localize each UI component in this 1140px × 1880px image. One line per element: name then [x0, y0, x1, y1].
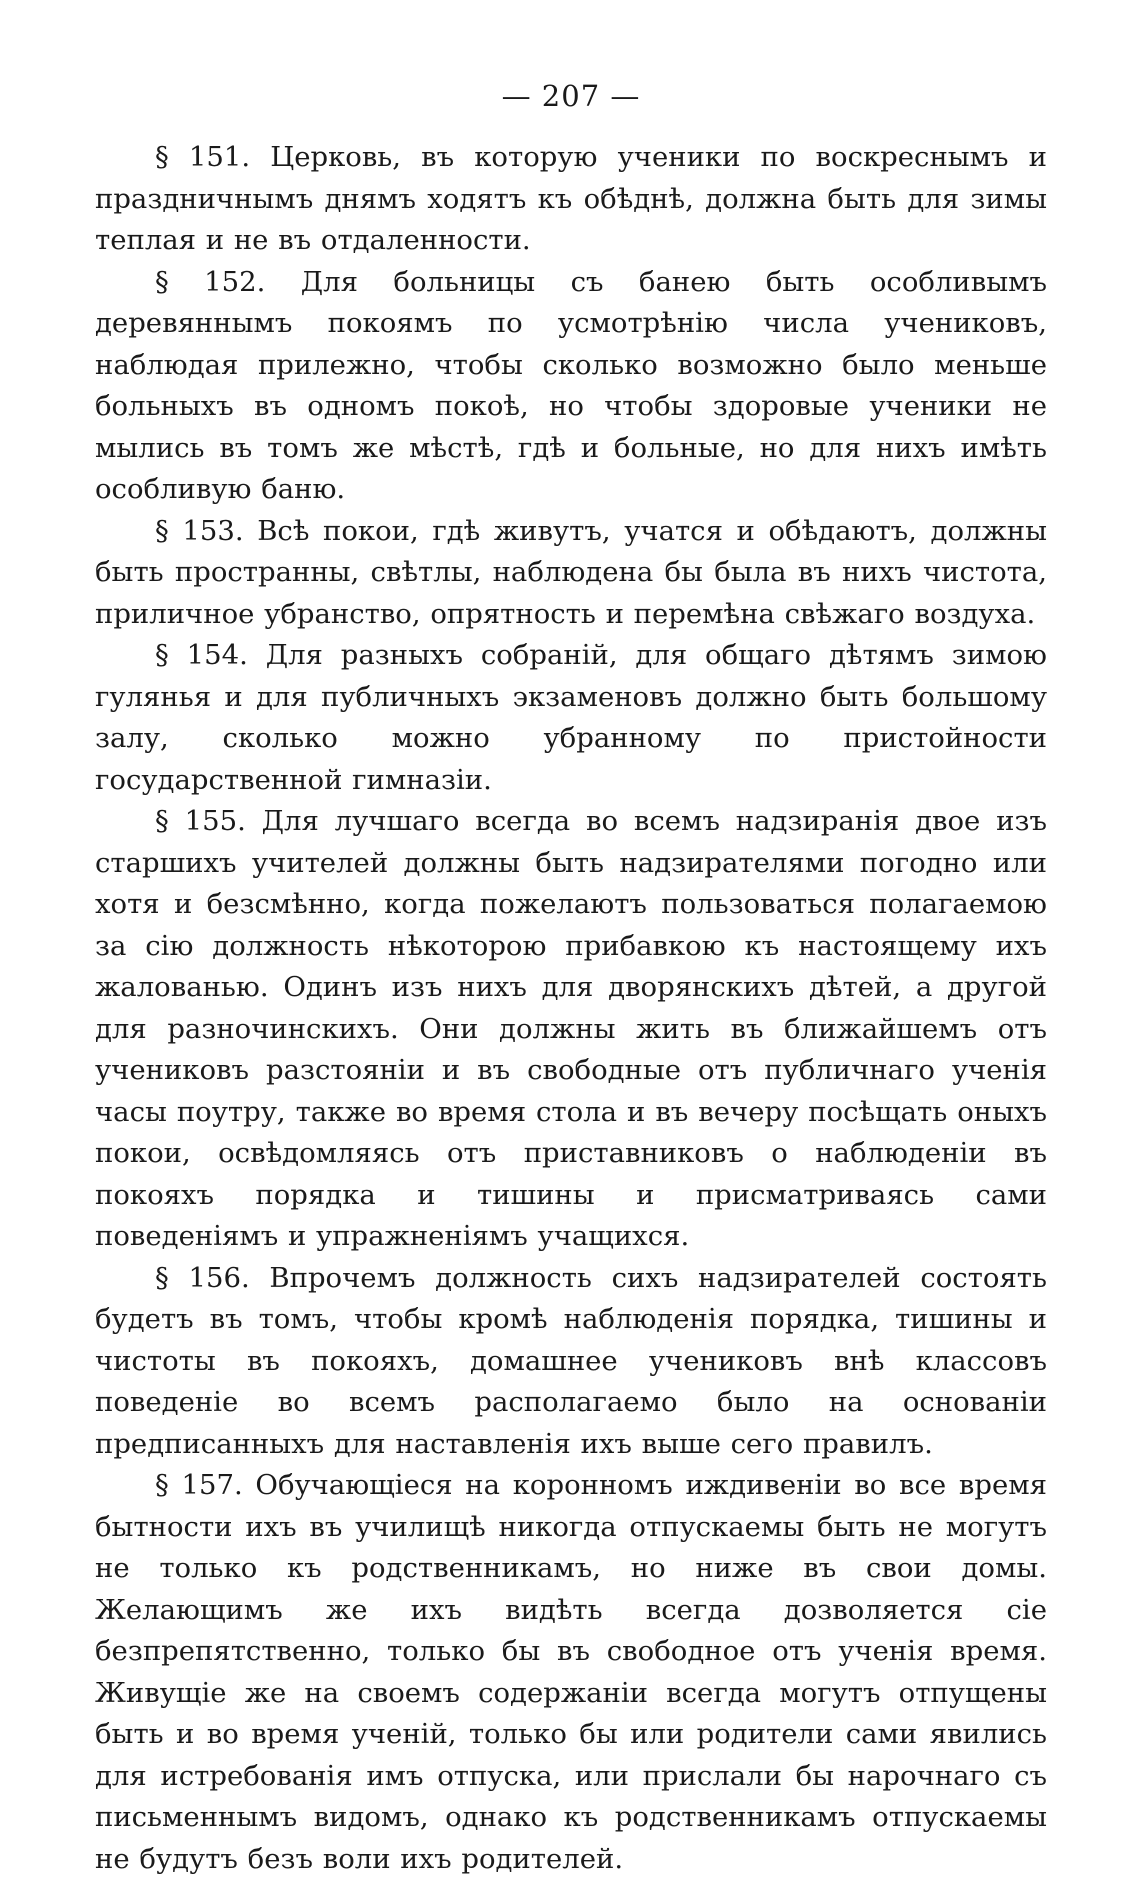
paragraph-151: § 151. Церковь, въ которую ученики по воскреснымъ и праздничнымъ днямъ ходятъ къ обѣднѣ, должна быть для зимы теплая и не въ отдаленности.: [95, 141, 1047, 256]
paragraph-153: § 153. Всѣ покои, гдѣ живутъ, учатся и обѣдаютъ, должны быть пространны, свѣтлы, наблюдена бы была въ нихъ чистота, приличное убранство, опрятность и перемѣна свѣжаго воздуха.: [95, 514, 1047, 630]
paragraph-157: § 157. Обучающіеся на коронномъ иждивеніи во все время бытности ихъ въ училищѣ никогда отпускаемы быть не могутъ не только къ родственникамъ, но ниже въ свои домы. Желающимъ же ихъ видѣть всегда дозволяется сіе безпрепятственно, только бы въ свободное отъ ученія время. Живущіе же на своемъ содержаніи всегда могутъ отпущены быть и во время ученій, только бы или родители сами явились для истребованія имъ отпуска, или прислали бы нарочнаго съ письменнымъ видомъ, однако къ родственникамъ отпускаемы не будутъ безъ воли ихъ родителей.: [95, 1469, 1047, 1875]
paragraph-156: § 156. Впрочемъ должность сихъ надзирателей состоять будетъ въ томъ, чтобы кромѣ наблюденія порядка, тишины и чистоты въ покояхъ, домашнее учениковъ внѣ классовъ поведеніе во всемъ располагаемо было на основаніи предписанныхъ для наставленія ихъ выше сего правилъ.: [95, 1261, 1047, 1460]
paragraph-152: § 152. Для больницы съ банею быть особливымъ деревяннымъ покоямъ по усмотрѣнію числа учениковъ, наблюдая прилежно, чтобы сколько возможно было меньше больныхъ въ одномъ покоѣ, но чтобы здоровые ученики не мылись въ томъ же мѣстѣ, гдѣ и больные, но для нихъ имѣть особливую баню.: [95, 265, 1047, 505]
page-number: — 207 —: [501, 79, 641, 113]
page-body: [95, 137, 1047, 1880]
paragraph-155: § 155. Для лучшаго всегда во всемъ надзиранія двое изъ старшихъ учителей должны быть надзирателями погодно или хотя и безсмѣнно, когда пожелаютъ пользоваться полагаемою за сію должность нѣкоторою прибавкою къ настоящему ихъ жалованью. Одинъ изъ нихъ для дворянскихъ дѣтей, а другой для разночинскихъ. Они должны жить въ ближайшемъ отъ учениковъ разстояніи и въ свободные отъ публичнаго ученія часы поутру, также во время стола и въ вечеру посѣщать оныхъ покои, освѣдомляясь отъ приставниковъ о наблюденіи въ покояхъ порядка и тишины и присматриваясь сами поведеніямъ и упражненіямъ учащихся.: [95, 805, 1047, 1252]
book-page: [95, 0, 1047, 1875]
paragraph-154: § 154. Для разныхъ собраній, для общаго дѣтямъ зимою гулянья и для публичныхъ экзаменовъ должно быть большому залу, сколько можно убранному по пристойности государственной гимназіи.: [95, 639, 1047, 796]
